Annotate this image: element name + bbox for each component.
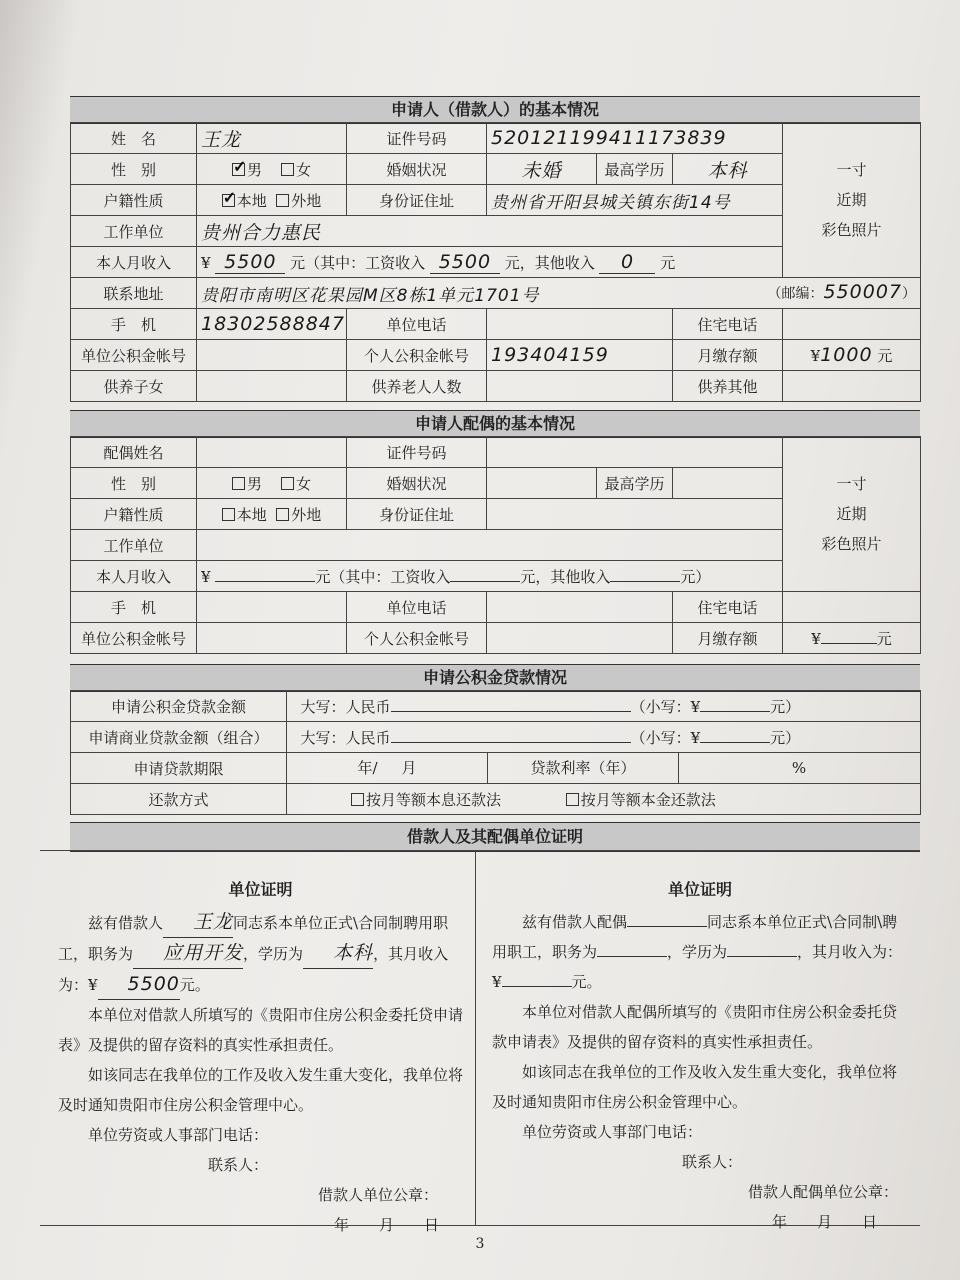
spouse-deposit-cell	[783, 623, 921, 654]
spouse-name	[197, 437, 347, 468]
borrower-cert-contact: 联系人：	[208, 1156, 269, 1174]
label-id-address: 身份证住址	[347, 185, 487, 216]
cert-borrower-income: 5500	[98, 969, 180, 1000]
label-spouse-mobile: 手 机	[71, 592, 197, 623]
label-fund-amount: 申请公积金贷款金额	[71, 691, 287, 722]
term-year-label: 年/	[357, 759, 378, 777]
cert-spouse-income	[502, 986, 572, 987]
spouse-home-phone	[783, 592, 921, 623]
loan-section-title: 申请公积金贷款情况	[70, 664, 920, 692]
spouse-female-label: 女	[296, 474, 312, 493]
commercial-amount-upper	[391, 742, 631, 743]
label-commercial-amount: 申请商业贷款金额（组合）	[71, 722, 287, 753]
spouse-deposit-unit: 元	[876, 629, 892, 648]
borrower-cert-p2: 本单位对借款人所填写的《贵阳市住房公积金委托贷申请表》及提供的留存资料的真实性承担责任。	[58, 1006, 464, 1054]
spouse-currency-symbol: ¥	[201, 567, 211, 586]
label-marital: 婚姻状况	[347, 154, 487, 185]
fund-lower-label: （小写：¥	[630, 697, 701, 716]
photo-line-1: 一寸	[836, 161, 867, 179]
cert-l-text-d: ，其月收入为：¥	[58, 945, 449, 994]
postcode-suffix: ）	[902, 285, 916, 302]
label-spouse-work-phone: 单位电话	[347, 592, 487, 623]
applicant-children	[197, 371, 347, 402]
repay-equal-principal-checkbox[interactable]	[566, 793, 579, 806]
fund-lower-suffix: 元）	[770, 697, 801, 716]
photo-line-3: 彩色照片	[821, 221, 882, 239]
cert-spouse-name	[627, 926, 707, 927]
borrower-cert-date: 年 月 日	[334, 1216, 440, 1234]
spouse-cert-seal: 借款人配偶单位公章：	[748, 1183, 899, 1201]
label-household: 户籍性质	[71, 185, 197, 216]
label-spouse-employer: 工作单位	[71, 530, 197, 561]
term-field	[287, 757, 487, 778]
label-work-phone: 单位电话	[347, 309, 487, 340]
spouse-employer	[197, 530, 783, 561]
spouse-photo-line-1: 一寸	[836, 475, 867, 493]
applicant-address-row	[197, 278, 921, 309]
spouse-income-other-label: 元，其他收入	[520, 567, 611, 586]
spouse-work-phone	[487, 592, 673, 623]
loan-application-form	[40, 72, 920, 1234]
deposit-currency: ¥	[810, 347, 821, 365]
applicant-section-title: 申请人（借款人）的基本情况	[70, 96, 920, 124]
spouse-education	[673, 468, 783, 499]
applicant-home-phone	[783, 309, 921, 340]
fund-amount-lower	[700, 711, 770, 712]
label-spouse-name: 配偶姓名	[71, 437, 197, 468]
commercial-upper-label: 大写：人民币	[300, 728, 391, 747]
cert-section	[40, 850, 920, 1234]
applicant-work-phone	[487, 309, 673, 340]
spouse-local-checkbox[interactable]	[222, 508, 235, 521]
applicant-other-income: 0	[599, 251, 655, 274]
label-address: 联系地址	[71, 278, 197, 309]
applicant-fund-unit-acct	[197, 340, 347, 371]
income-other-label: 元，其他收入	[504, 253, 595, 272]
label-spouse-household: 户籍性质	[71, 499, 197, 530]
repay-options	[287, 784, 921, 815]
spouse-fund-unit-acct	[197, 623, 347, 654]
spouse-deposit-currency: ¥	[811, 629, 821, 648]
spouse-personal-acct	[487, 623, 673, 654]
applicant-personal-acct: 193404159	[487, 340, 673, 371]
fund-amount-row	[287, 691, 921, 722]
applicant-income-row	[197, 247, 783, 278]
borrower-cert-p3: 如该同志在我单位的工作及收入发生重大变化，我单位将及时通知贵阳市住房公积金管理中心。	[58, 1066, 464, 1114]
label-fund-unit-acct: 单位公积金帐号	[71, 340, 197, 371]
spouse-income	[215, 581, 315, 582]
label-id-no: 证件号码	[347, 123, 487, 154]
commercial-lower-suffix: 元）	[770, 728, 801, 747]
label-others: 供养其他	[673, 371, 783, 402]
cert-spouse-position	[597, 956, 667, 957]
income-end-label: 元	[660, 253, 676, 272]
borrower-cert-p1	[58, 907, 463, 1000]
label-home-phone: 住宅电话	[673, 309, 783, 340]
spouse-male-checkbox[interactable]	[232, 477, 245, 490]
spouse-gender-options	[197, 468, 347, 499]
applicant-employer: 贵州合力惠民	[197, 216, 783, 247]
spouse-photo-line-3: 彩色照片	[821, 535, 882, 553]
commercial-amount-row	[287, 722, 921, 753]
applicant-deposit-cell	[783, 340, 921, 371]
female-checkbox[interactable]	[281, 163, 294, 176]
spouse-local-label: 本地	[236, 505, 267, 524]
spouse-household-options	[197, 499, 347, 530]
applicant-marital: 未婚	[487, 154, 597, 185]
commercial-lower-label: （小写：¥	[630, 728, 701, 747]
male-checkbox[interactable]	[232, 163, 245, 176]
label-rate: 贷款利率（年）	[487, 753, 679, 783]
applicant-name: 王龙	[197, 123, 347, 154]
cert-l-text-e: 元。	[179, 976, 210, 994]
applicant-education: 本科	[673, 154, 783, 185]
borrower-cert-heading: 单位证明	[228, 880, 293, 899]
applicant-id-address: 贵州省开阳县城关镇东街14号	[487, 185, 783, 216]
label-employer: 工作单位	[71, 216, 197, 247]
label-spouse-fund-personal-acct: 个人公积金帐号	[347, 623, 487, 654]
postcode-label: （邮编：	[767, 285, 824, 302]
female-label: 女	[296, 160, 312, 179]
cert-r-text-b: 同志系本单位正式\合同制\聘用职工，职务为	[492, 913, 898, 961]
applicant-mobile: 18302588847	[197, 309, 347, 340]
label-elders: 供养老人人数	[347, 371, 487, 402]
cert-l-text-a: 兹有借款人	[88, 914, 164, 932]
spouse-cert-p3: 如该同志在我单位的工作及收入发生重大变化，我单位将及时通知贵阳市住房公积金管理中心。	[492, 1063, 898, 1111]
cert-l-text-c: ，学历为	[243, 945, 304, 963]
label-spouse-id-no: 证件号码	[347, 437, 487, 468]
male-label: 男	[246, 160, 262, 179]
spouse-salary	[450, 581, 520, 582]
borrower-cert-phone: 单位劳资或人事部门电话：	[88, 1126, 269, 1144]
spouse-monthly-deposit	[821, 643, 877, 644]
applicant-income: 5500	[215, 251, 285, 274]
cert-section-title: 借款人及其配偶单位证明	[70, 822, 920, 852]
spouse-id-no	[487, 437, 783, 468]
spouse-income-mid-label: 元（其中：工资收入	[315, 567, 451, 586]
label-monthly-deposit: 月缴存额	[673, 340, 783, 371]
label-mobile: 手 机	[71, 309, 197, 340]
label-gender: 性 别	[71, 154, 197, 185]
rate-unit: %	[791, 759, 807, 777]
spouse-nonlocal-label: 外地	[291, 505, 322, 524]
label-fund-personal-acct: 个人公积金帐号	[347, 340, 487, 371]
label-spouse-monthly-deposit: 月缴存额	[673, 623, 783, 654]
label-education: 最高学历	[597, 154, 673, 185]
borrower-cert-seal: 借款人单位公章：	[318, 1186, 439, 1204]
label-children: 供养子女	[71, 371, 197, 402]
spouse-marital	[487, 468, 597, 499]
applicant-photo-box	[783, 123, 921, 278]
label-income: 本人月收入	[71, 247, 197, 278]
photo-line-2: 近期	[836, 191, 867, 209]
deposit-unit: 元	[877, 347, 893, 365]
applicant-postcode: 550007	[823, 280, 902, 303]
spouse-id-address	[487, 499, 783, 530]
spouse-cert-heading: 单位证明	[667, 880, 732, 899]
spouse-table	[70, 436, 921, 654]
spouse-section-title: 申请人配偶的基本情况	[70, 410, 920, 438]
page-number: 3	[475, 1236, 485, 1252]
spouse-nonlocal-checkbox[interactable]	[276, 508, 289, 521]
applicant-others	[783, 371, 921, 402]
spouse-income-end-label: 元）	[680, 567, 711, 586]
spouse-cert-phone: 单位劳资或人事部门电话：	[522, 1123, 703, 1141]
label-spouse-home-phone: 住宅电话	[673, 592, 783, 623]
postcode-group	[767, 281, 916, 303]
repay-option-2-label: 按月等额本金还款法	[580, 790, 716, 809]
cert-l-text-b: 同志系本单位正式\合同制聘用职工，职务为	[58, 914, 449, 963]
spouse-other-income	[610, 581, 680, 582]
applicant-gender-options	[197, 154, 347, 185]
applicant-address: 贵阳市南明区花果园M区8栋1单元1701号	[201, 285, 540, 306]
spouse-income-row	[197, 561, 783, 592]
spouse-mobile	[197, 592, 347, 623]
applicant-salary: 5500	[430, 251, 500, 274]
repay-equal-installment-checkbox[interactable]	[351, 793, 364, 806]
spouse-photo-box	[783, 437, 921, 592]
cert-r-text-a: 兹有借款人配偶	[522, 913, 628, 931]
borrower-employer-cert	[40, 851, 476, 1234]
label-repay: 还款方式	[71, 784, 287, 815]
label-spouse-income: 本人月收入	[71, 561, 197, 592]
cert-r-text-c: ，学历为	[667, 943, 728, 961]
commercial-amount-lower	[700, 742, 770, 743]
spouse-employer-cert	[476, 851, 920, 1231]
label-spouse-id-address: 身份证住址	[347, 499, 487, 530]
cert-borrower-position: 应用开发	[133, 938, 243, 969]
label-spouse-marital: 婚姻状况	[347, 468, 487, 499]
repay-option-1-label: 按月等额本息还款法	[366, 790, 502, 809]
label-spouse-fund-unit-acct: 单位公积金帐号	[71, 623, 197, 654]
label-spouse-education: 最高学历	[597, 468, 673, 499]
applicant-household-options	[197, 185, 347, 216]
nonlocal-label: 外地	[291, 191, 322, 210]
applicant-id-no: 520121199411173839	[487, 123, 783, 154]
spouse-male-label: 男	[246, 474, 262, 493]
fund-upper-label: 大写：人民币	[300, 697, 391, 716]
label-spouse-gender: 性 别	[71, 468, 197, 499]
spouse-female-checkbox[interactable]	[281, 477, 294, 490]
spouse-cert-p1	[492, 907, 908, 997]
spouse-cert-contact: 联系人：	[682, 1153, 743, 1171]
currency-symbol: ¥	[201, 253, 211, 272]
local-label: 本地	[236, 191, 267, 210]
applicant-monthly-deposit: 1000	[820, 344, 873, 366]
applicant-elders	[487, 371, 673, 402]
cert-borrower-education: 本科	[303, 938, 373, 969]
cert-r-text-e: 元。	[571, 973, 602, 991]
cert-spouse-education	[727, 956, 797, 957]
term-rate-row	[287, 753, 921, 784]
cert-r-text-d: ，其月收入为：¥	[492, 943, 903, 991]
fund-amount-upper	[391, 711, 631, 712]
nonlocal-checkbox[interactable]	[276, 194, 289, 207]
spouse-cert-p2: 本单位对借款人配偶所填写的《贵阳市住房公积金委托贷款申请表》及提供的留存资料的真实性承担责任。	[492, 1003, 898, 1051]
cert-borrower-name: 王龙	[163, 907, 233, 938]
spouse-cert-date: 年 月 日	[772, 1213, 878, 1231]
term-month-label: 月	[401, 759, 417, 777]
label-term: 申请贷款期限	[71, 753, 287, 784]
label-name: 姓 名	[71, 123, 197, 154]
spouse-photo-line-2: 近期	[836, 505, 867, 523]
loan-table	[70, 690, 921, 815]
applicant-table	[70, 122, 921, 402]
local-checkbox[interactable]	[222, 194, 235, 207]
income-mid-label: 元（其中：工资收入	[290, 253, 426, 272]
